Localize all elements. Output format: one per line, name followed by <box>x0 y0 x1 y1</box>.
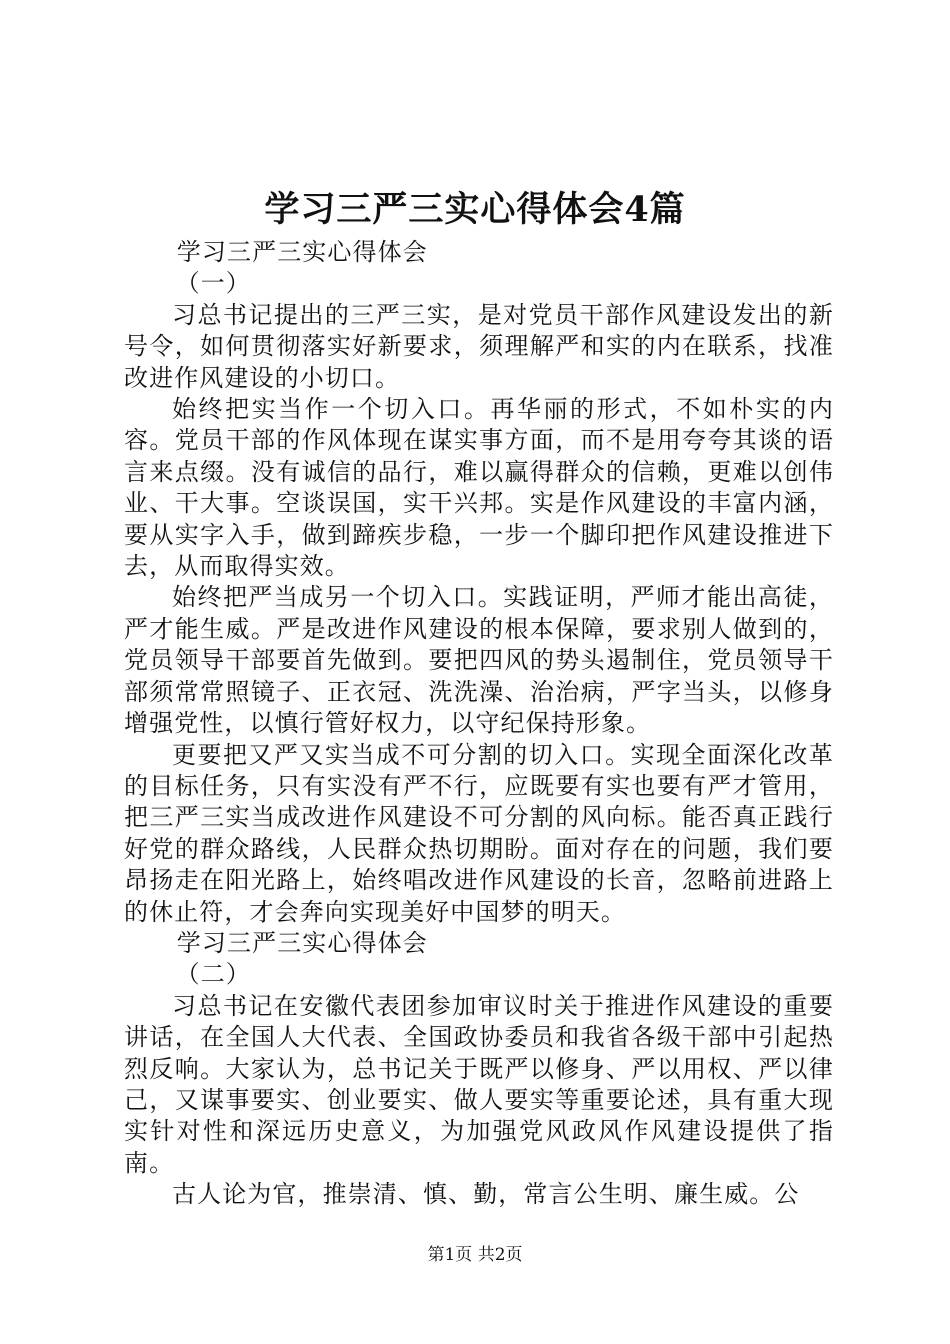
section-heading: 学习三严三实心得体会 <box>176 238 428 266</box>
section-number: （二） <box>175 960 251 989</box>
section-heading: 学习三严三实心得体会 <box>176 928 428 957</box>
body-paragraph: 习总书记在安徽代表团参加审议时关于推进作风建设的重要讲话，在全国人大代表、全国政协委员和我省各级干部中引起热烈反响。大家认为，总书记关于既严以修身、严以用权、严以律己，又谋事要实、创业要实、做人要实等重要论述，具有重大现实针对性和深远历史意义，为加强党风政风作风建设提供了指南。 <box>124 991 834 1177</box>
page-footer: 第1页 共2页 <box>427 1245 523 1265</box>
section-number: （一） <box>175 269 251 298</box>
body-paragraph: 更要把又严又实当成不可分割的切入口。实现全面深化改革的目标任务，只有实没有严不行，应既要有实也要有严才管用，把三严三实当成改进作风建设不可分割的风向标。能否真正践行好党的群众路线，人民群众热切期盼。面对存在的问题，我们要昂扬走在阳光路上，始终唱改进作风建设的长音，忽略前进路上的休止符，才会奔向实现美好中国梦的明天。 <box>124 740 834 926</box>
body-paragraph: 始终把严当成另一个切入口。实践证明，严师才能出高徒，严才能生威。严是改进作风建设的根本保障，要求别人做到的，党员领导干部要首先做到。要把四风的势头遏制住，党员领导干部须常常照镜子、正衣冠、洗洗澡、治治病，严字当头，以修身增强党性，以慎行管好权力，以守纪保持形象。 <box>124 583 834 738</box>
body-paragraph: 始终把实当作一个切入口。再华丽的形式，不如朴实的内容。党员干部的作风体现在谋实事方面，而不是用夸夸其谈的语言来点缀。没有诚信的品行，难以赢得群众的信赖，更难以创伟业、干大事。空谈误国，实干兴邦。实是作风建设的丰富内涵，要从实字入手，做到蹄疾步稳，一步一个脚印把作风建设推进下去，从而取得实效。 <box>124 395 834 581</box>
body-paragraph: 古人论为官，推崇清、慎、勤，常言公生明、廉生威。公 <box>172 1180 800 1209</box>
body-paragraph: 习总书记提出的三严三实，是对党员干部作风建设发出的新号令，如何贯彻落实好新要求，须理解严和实的内在联系，找准改进作风建设的小切口。 <box>124 300 834 392</box>
document-title: 学习三严三实心得体会4篇 <box>264 189 686 230</box>
document-body <box>124 237 834 1211</box>
